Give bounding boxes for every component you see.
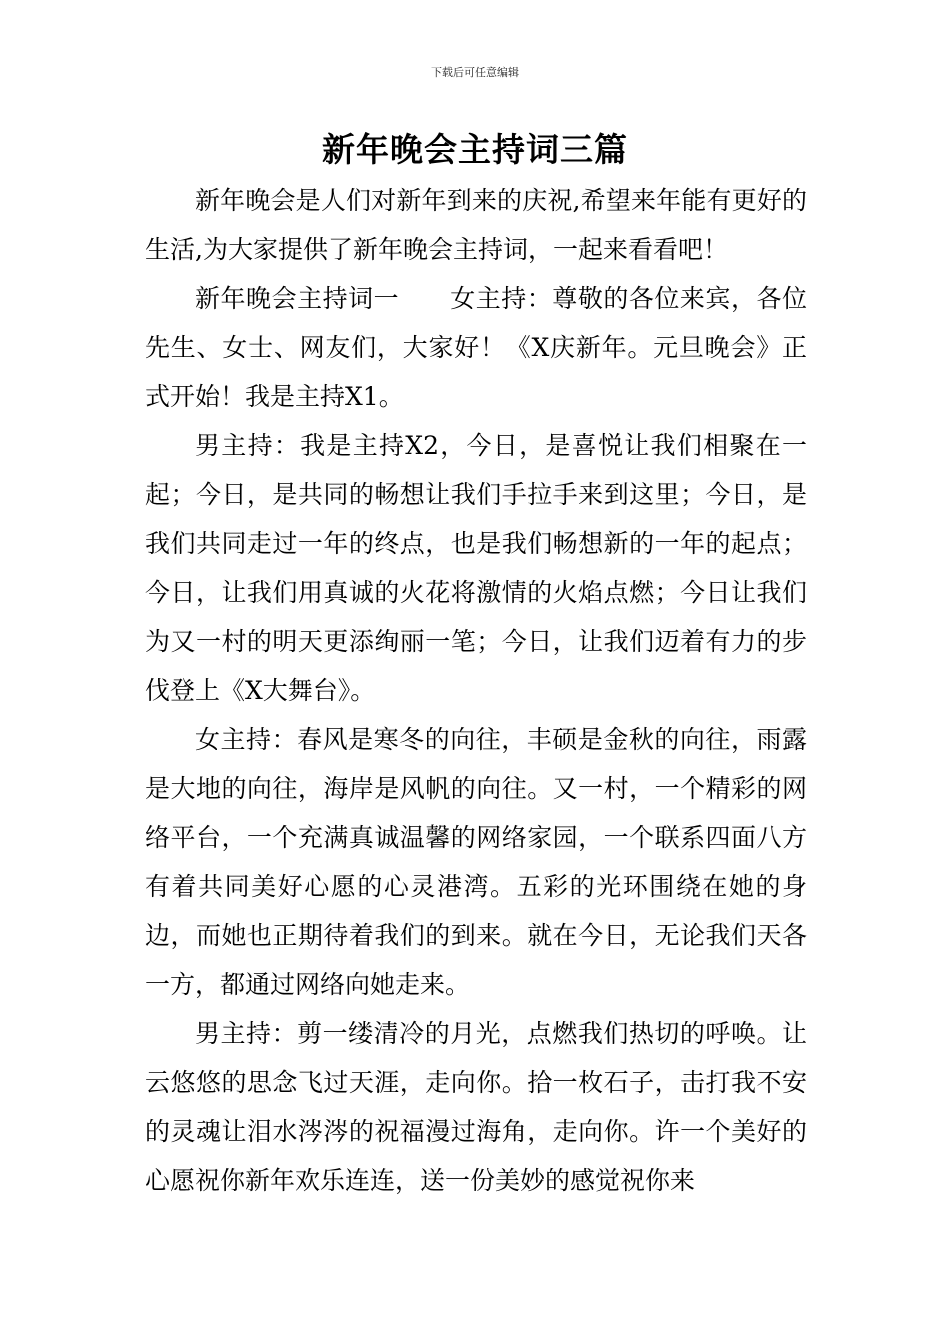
paragraph-male-host-1: 男主持：我是主持X2，今日，是喜悦让我们相聚在一起；今日，是共同的畅想让我们手拉手来到这里；今日，是我们共同走过一年的终点，也是我们畅想新的一年的起点；今日，让我们用真诚的火花将激情的火焰点燃；今日让我们为又一村的明天更添绚丽一笔；今日，让我们迈着有力的步伐登上《X大舞台》。 <box>145 431 807 705</box>
document-body <box>145 176 807 1205</box>
paragraph-female-host-1: 新年晚会主持词一 女主持：尊敬的各位来宾，各位先生、女士、网友们，大家好！《X庆新年。元旦晚会》正式开始！我是主持X1。 <box>145 284 807 411</box>
paragraph-intro: 新年晚会是人们对新年到来的庆祝,希望来年能有更好的生活,为大家提供了新年晚会主持词，一起来看看吧！ <box>145 186 807 264</box>
paragraph-female-host-2: 女主持：春风是寒冬的向往，丰硕是金秋的向往，雨露是大地的向往，海岸是风帆的向往。又一村，一个精彩的网络平台，一个充满真诚温馨的网络家园，一个联系四面八方有着共同美好心愿的心灵港湾。五彩的光环围绕在她的身边，而她也正期待着我们的到来。就在今日，无论我们天各一方，都通过网络向她走来。 <box>145 725 807 999</box>
paragraph-male-host-2: 男主持：剪一缕清冷的月光，点燃我们热切的呼唤。让云悠悠的思念飞过天涯，走向你。拾一枚石子，击打我不安的灵魂让泪水涔涔的祝福漫过海角，走向你。许一个美好的心愿祝你新年欢乐连连，送一份美妙的感觉祝你来 <box>145 1019 807 1195</box>
document-title: 新年晚会主持词三篇 <box>322 130 628 169</box>
header-note: 下载后可任意编辑 <box>431 66 519 79</box>
